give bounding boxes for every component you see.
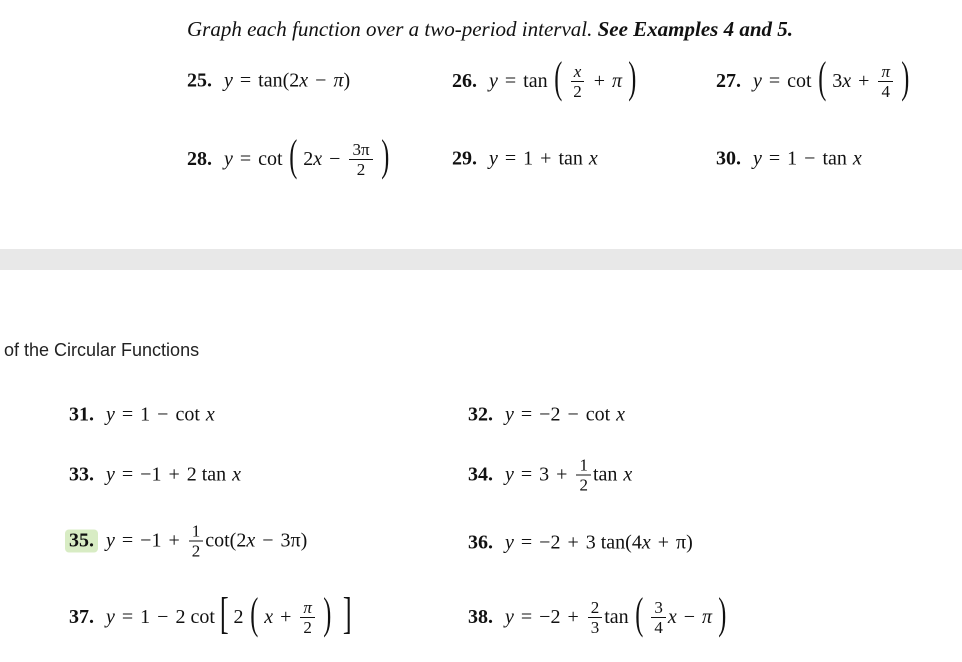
section-title: of the Circular Functions	[4, 340, 200, 360]
open-paren: (	[634, 589, 644, 638]
func: tan	[822, 147, 847, 170]
operator: +	[593, 69, 606, 92]
exercise-32	[468, 404, 625, 427]
var-y: y	[753, 147, 762, 170]
func: tan	[604, 605, 629, 628]
fraction	[300, 598, 315, 637]
var-x: x	[588, 147, 598, 170]
operator: +	[168, 529, 180, 552]
exercise-number: 31.	[69, 403, 94, 426]
denominator: 2	[356, 159, 366, 179]
func: cot(2	[205, 529, 247, 552]
open-paren: (	[288, 131, 297, 180]
open-paren: (	[249, 589, 258, 638]
exercise-number: 37.	[69, 605, 94, 628]
operator: −	[315, 69, 327, 92]
exercise-34	[468, 456, 632, 495]
exercise-29	[452, 148, 598, 171]
operator: +	[567, 605, 579, 628]
exercise-33	[69, 464, 241, 487]
exercise-number: 27.	[716, 69, 741, 92]
equals: =	[121, 605, 134, 628]
var-y: y	[106, 605, 115, 628]
numerator: π	[878, 62, 893, 82]
var-y: y	[106, 403, 115, 426]
equals: =	[121, 403, 134, 426]
denominator: 2	[573, 81, 582, 101]
denominator: 4	[881, 81, 890, 101]
exercise-number: 28.	[187, 147, 212, 170]
denominator: 2	[191, 541, 201, 561]
constant: 1	[523, 147, 534, 170]
var-y: y	[753, 69, 762, 92]
exercise-30	[716, 148, 862, 171]
fraction	[189, 522, 204, 561]
var-y: y	[224, 69, 233, 92]
operator-2: −	[262, 529, 274, 552]
fraction	[576, 456, 591, 495]
func: tan(2	[258, 69, 300, 92]
var-x: x	[842, 69, 852, 92]
exercise-25	[187, 70, 350, 93]
constant: −1	[140, 529, 162, 552]
exercise-36	[468, 532, 693, 555]
exercise-number: 26.	[452, 69, 477, 92]
numerator: 1	[189, 522, 204, 542]
denominator: 3	[590, 617, 600, 637]
equals: =	[504, 147, 517, 170]
denominator: 2	[303, 617, 312, 637]
func: cot	[258, 147, 283, 170]
close-paren: )	[323, 589, 332, 638]
operator: +	[858, 69, 870, 92]
var-x: x	[641, 531, 651, 554]
numerator: x	[571, 62, 585, 82]
coefficient: 2	[233, 605, 244, 628]
var-x: x	[616, 403, 626, 426]
numerator: 3π	[349, 140, 372, 160]
instructions	[187, 17, 793, 42]
func: 2 cot	[175, 605, 215, 628]
exercise-31	[69, 404, 215, 427]
func: tan	[592, 463, 618, 486]
exercise-number: 32.	[468, 403, 493, 426]
equals: =	[520, 463, 533, 486]
operator: −	[804, 147, 816, 170]
exercise-26	[452, 53, 643, 103]
coefficient: 3	[832, 69, 843, 92]
operator: +	[168, 463, 180, 486]
equals: =	[520, 403, 533, 426]
exercise-37	[69, 589, 356, 639]
func: cot	[585, 403, 611, 426]
var-y: y	[106, 463, 115, 486]
var-x: x	[299, 69, 309, 92]
equals: =	[239, 69, 252, 92]
exercise-27	[716, 53, 916, 103]
equals: =	[768, 147, 781, 170]
section-divider-band	[0, 249, 962, 270]
fraction-2	[651, 598, 666, 637]
coefficient: 2	[303, 147, 314, 170]
operator: −	[157, 605, 169, 628]
open-paren: (	[553, 53, 562, 102]
var-y: y	[106, 529, 115, 552]
func: 3 tan(4	[585, 531, 642, 554]
tail: 3π)	[280, 529, 308, 552]
instructions-text: Graph each function over a two-period interval.	[187, 17, 593, 41]
pi: π	[333, 69, 344, 92]
func: cot	[175, 403, 200, 426]
denominator: 4	[654, 617, 663, 637]
constant: 1	[140, 605, 151, 628]
constant: −2	[539, 605, 561, 628]
func: tan	[558, 147, 583, 170]
constant: −2	[539, 531, 561, 554]
exercise-number: 29.	[452, 147, 477, 170]
equals: =	[520, 531, 533, 554]
exercise-35	[69, 522, 307, 561]
constant: −1	[140, 463, 162, 486]
exercise-number: 33.	[69, 463, 94, 486]
operator-2: +	[280, 605, 292, 628]
constant: −2	[539, 403, 561, 426]
var-x: x	[623, 463, 633, 486]
func: cot	[787, 69, 812, 92]
equals: =	[504, 69, 517, 92]
pi: π	[612, 69, 623, 92]
close-paren: )	[901, 53, 910, 102]
exercise-number: 36.	[468, 531, 493, 554]
exercise-number-highlighted: 35.	[65, 530, 98, 553]
operator: −	[567, 403, 579, 426]
var-x: x	[205, 403, 215, 426]
operator-2: +	[657, 531, 669, 554]
equals: =	[121, 529, 134, 552]
fraction	[588, 598, 603, 637]
var-y: y	[505, 463, 514, 486]
operator-2: −	[683, 605, 695, 628]
close-paren: )	[718, 589, 727, 638]
equals: =	[121, 463, 134, 486]
func: 2 tan	[186, 463, 227, 486]
var-x: x	[232, 463, 242, 486]
exercise-number: 30.	[716, 147, 741, 170]
constant: 1	[140, 403, 151, 426]
operator: +	[556, 463, 568, 486]
fraction	[878, 62, 893, 101]
denominator: 2	[579, 475, 588, 495]
fraction	[570, 62, 585, 101]
numerator: 1	[576, 456, 591, 476]
operator: −	[329, 147, 341, 170]
var-y: y	[505, 531, 514, 554]
var-x: x	[852, 147, 862, 170]
close-paren: )	[628, 53, 637, 102]
exercise-number: 34.	[468, 463, 493, 486]
func: tan	[523, 69, 548, 92]
var-y: y	[505, 403, 514, 426]
equals: =	[239, 147, 252, 170]
close-bracket: ]	[342, 589, 352, 638]
operator: +	[540, 147, 552, 170]
operator: −	[157, 403, 169, 426]
exercise-number: 38.	[468, 605, 493, 628]
see-examples-link: See Examples 4 and 5.	[597, 17, 794, 41]
var-y: y	[505, 605, 514, 628]
constant: 1	[787, 147, 798, 170]
var-y: y	[489, 69, 498, 92]
numerator: 2	[588, 598, 603, 618]
tail: π)	[676, 531, 693, 554]
equals: =	[520, 605, 533, 628]
constant: 3	[539, 463, 550, 486]
open-paren: (	[817, 53, 826, 102]
close-paren: )	[343, 69, 351, 92]
exercise-28	[187, 131, 395, 181]
exercise-38	[468, 589, 733, 639]
fraction	[349, 140, 372, 179]
numerator: 3	[651, 598, 666, 618]
exercise-number: 25.	[187, 69, 212, 92]
var-y: y	[489, 147, 498, 170]
var-x: x	[264, 605, 274, 628]
pi: π	[702, 605, 713, 628]
numerator: π	[300, 598, 315, 618]
open-bracket: [	[219, 589, 229, 638]
var-x: x	[667, 605, 677, 628]
equals: =	[768, 69, 781, 92]
close-paren: )	[380, 131, 389, 180]
var-x: x	[246, 529, 256, 552]
operator: +	[567, 531, 579, 554]
var-x: x	[313, 147, 323, 170]
var-y: y	[224, 147, 233, 170]
